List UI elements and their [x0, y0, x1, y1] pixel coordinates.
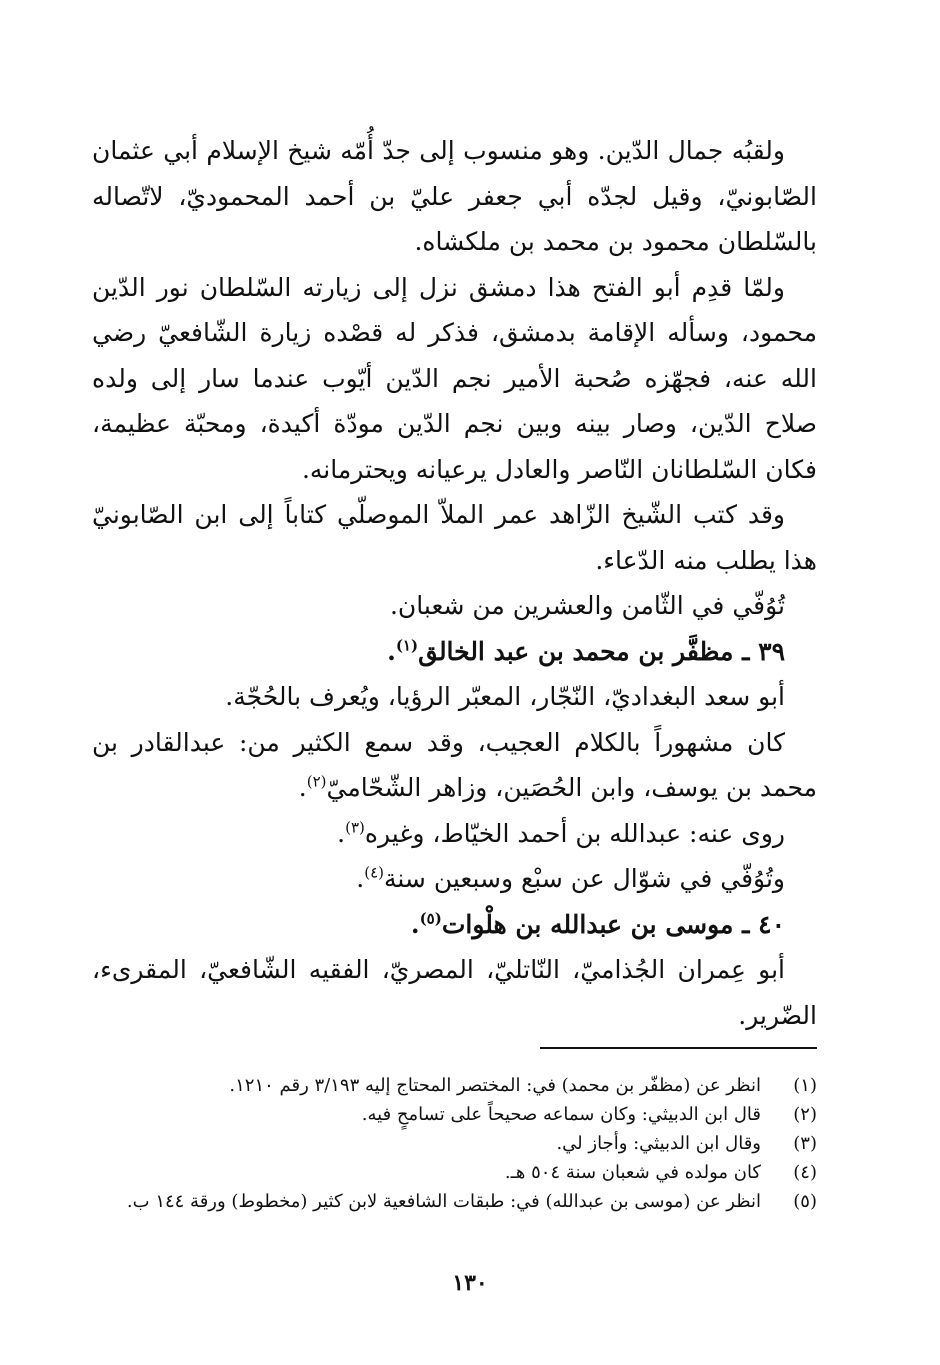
paragraph-8 [92, 856, 817, 902]
footnote-ref-3: (٣) [345, 818, 365, 837]
end-mark: . [410, 909, 420, 939]
footnote-text: انظر عن (مظفّر بن محمد) في: المختصر المحتاج إليه ٣/١٩٣ رقم ١٢١٠. [229, 1075, 761, 1096]
footnote-number: (٥) [793, 1191, 817, 1212]
end-mark: . [337, 818, 346, 848]
footnote-ref-5: (٥) [419, 909, 442, 928]
footnote-number: (٣) [793, 1133, 817, 1154]
footnote-ref-4: (٤) [364, 863, 384, 882]
paragraph-8-text: وتُوُفّي في شوّال عن سبْع وسبعين سنة [383, 864, 785, 893]
entry-heading-40-text: ٤٠ ـ موسى بن عبدالله بن هلْوات [441, 909, 785, 939]
paragraph-5: أبو سعد البغداديّ، النّجّار، المعبّر الرؤيا، ويُعرف بالحُجّة. [225, 682, 785, 711]
paragraph-6-text: كان مشهوراً بالكلام العجيب، وقد سمع الكثير من: عبدالقادر بن محمد بن يوسف، وابن الحُصَين، وزاهر الشّحّاميّ [92, 727, 817, 802]
paragraph-2: ولمّا قدِم أبو الفتح هذا دمشق نزل إلى زيارته السّلطان نور الدّين محمود، وسأله الإقامة بدمشق، فذكر له قصْده زيارة الشّافعيّ رضي الله عنه، فجهّزه صُحبة الأمير نجم الدّين أيّوب عندما سار إلى ولده صلاح الدّين، وصار بينه وبين نجم الدّين مودّة أكيدة، ومحبّة عظيمة، فكان السّلطانان النّاصر والعادل يرعيانه ويحترمانه. [92, 272, 817, 484]
footnote-5 [92, 1191, 817, 1220]
end-mark: . [298, 773, 307, 802]
paragraph-7 [92, 811, 817, 857]
entry-heading-39 [92, 629, 817, 675]
footnote-number: (٢) [793, 1104, 817, 1125]
footnote-text: كان مولده في شعبان سنة ٥٠٤ هـ. [504, 1162, 761, 1183]
footnote-text: وقال ابن الدبيثي: وأجاز لي. [556, 1133, 761, 1154]
paragraph-6 [92, 720, 817, 811]
entry-heading-40 [92, 902, 817, 948]
footnote-ref-2: (٢) [306, 772, 327, 791]
footnote-4 [92, 1162, 817, 1191]
footnote-2 [92, 1104, 817, 1133]
paragraph-1: ولقبُه جمال الدّين. وهو منسوب إلى جدّ أُمّه شيخ الإسلام أبي عثمان الصّابونيّ، وقيل لجدّه أبي جعفر عليّ بن أحمد المحموديّ، لاتّصاله بالسّلطان محمود بن محمد بن ملكشاه. [92, 136, 817, 256]
footnote-text: قال ابن الدبيثي: وكان سماعه صحيحاً على تسامحٍ فيه. [361, 1104, 761, 1125]
end-mark: . [387, 636, 396, 666]
footnote-text: انظر عن (موسى بن عبدالله) في: طبقات الشافعية لابن كثير (مخطوط) ورقة ١٤٤ ب. [126, 1191, 761, 1212]
paragraph-3: وقد كتب الشّيخ الزّاهد عمر الملاّ الموصلّي كتاباً إلى ابن الصّابونيّ هذا يطلب منه الدّعاء. [92, 500, 817, 575]
footnote-number: (٤) [793, 1162, 817, 1183]
paragraph-9: أبو عِمران الجُذاميّ، النّاتليّ، المصريّ، الفقيه الشّافعيّ، المقرىء، الضّرير. [92, 955, 817, 1030]
footnote-divider [540, 1047, 817, 1049]
end-mark: . [356, 864, 365, 893]
footnote-1 [92, 1075, 817, 1104]
footnote-number: (١) [793, 1075, 817, 1096]
paragraph-4: تُوُفّي في الثّامن والعشرين من شعبان. [389, 591, 785, 620]
entry-heading-39-text: ٣٩ ـ مظفَّر بن محمد بن عبد الخالق [418, 636, 785, 666]
footnote-3 [92, 1133, 817, 1162]
paragraph-7-text: روى عنه: عبدالله بن أحمد الخيّاط، وغيره [364, 818, 785, 848]
page-number: ١٣٠ [452, 1270, 488, 1296]
main-text [92, 128, 817, 1038]
footnote-ref-1: (١) [395, 636, 419, 655]
footnotes [92, 1075, 817, 1220]
